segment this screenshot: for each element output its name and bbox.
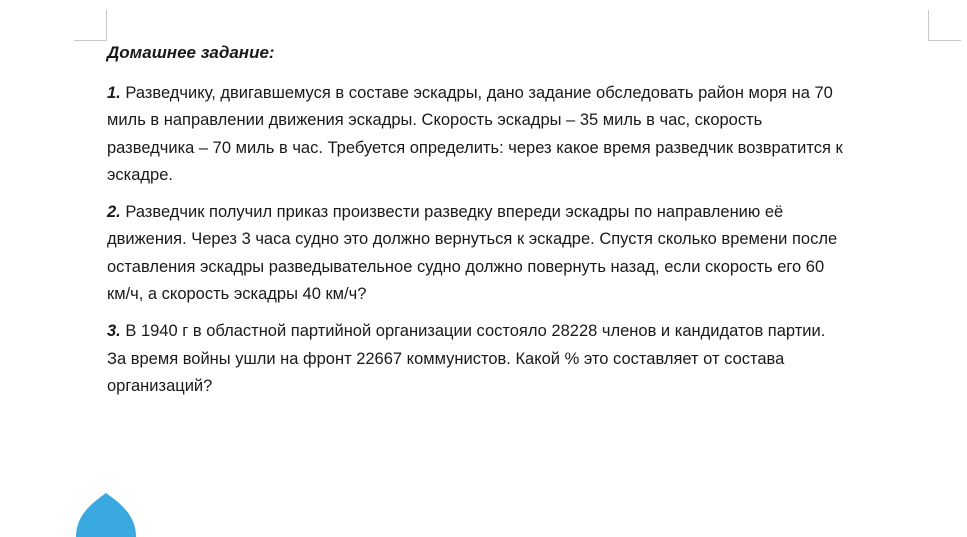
task-3 (107, 318, 927, 400)
task-3-line-3: организаций? (107, 376, 213, 395)
task-1-number: 1. (107, 84, 121, 102)
task-2 (107, 199, 927, 308)
task-1-line-4: эскадре. (107, 165, 173, 184)
blue-drop-icon (76, 493, 136, 537)
task-1 (107, 80, 927, 189)
task-3-number: 3. (107, 322, 121, 341)
task-1-line-3: разведчика – 70 миль в час. Требуется определить: через какое время разведчик возвратится к (107, 138, 843, 157)
task-2-line-1 (107, 199, 927, 226)
homework-title: Домашнее задание: (107, 43, 275, 62)
task-2-number: 2. (107, 203, 121, 222)
task-2-line-3: оставления эскадры разведывательное судно должно повернуть назад, если скорость его 60 (107, 257, 825, 276)
top-right-corner-mark (928, 10, 961, 41)
task-2-line-2: движения. Через 3 часа судно это должно вернуться к эскадре. Спустя сколько времени после (107, 230, 838, 249)
task-2-line-4: км/ч, а скорость эскадры 40 км/ч? (107, 285, 367, 304)
task-1-line-1 (107, 80, 927, 107)
document-body (107, 40, 927, 410)
task-3-text-1: В 1940 г в областной партийной организации состояло 28228 членов и кандидатов партии. (125, 322, 826, 341)
top-left-corner-mark (74, 10, 107, 41)
task-3-line-1 (107, 318, 927, 345)
task-1-text-1: Разведчику, двигавшемуся в составе эскадры, дано задание обследовать район моря на 70 (125, 84, 833, 102)
task-3-line-2: За время войны ушли на фронт 22667 коммунистов. Какой % это составляет от состава (107, 349, 785, 368)
task-2-text-1: Разведчик получил приказ произвести разведку впереди эскадры по направлению её (125, 203, 784, 222)
task-1-line-2: миль в направлении движения эскадры. Скорость эскадры – 35 миль в час, скорость (107, 111, 763, 130)
